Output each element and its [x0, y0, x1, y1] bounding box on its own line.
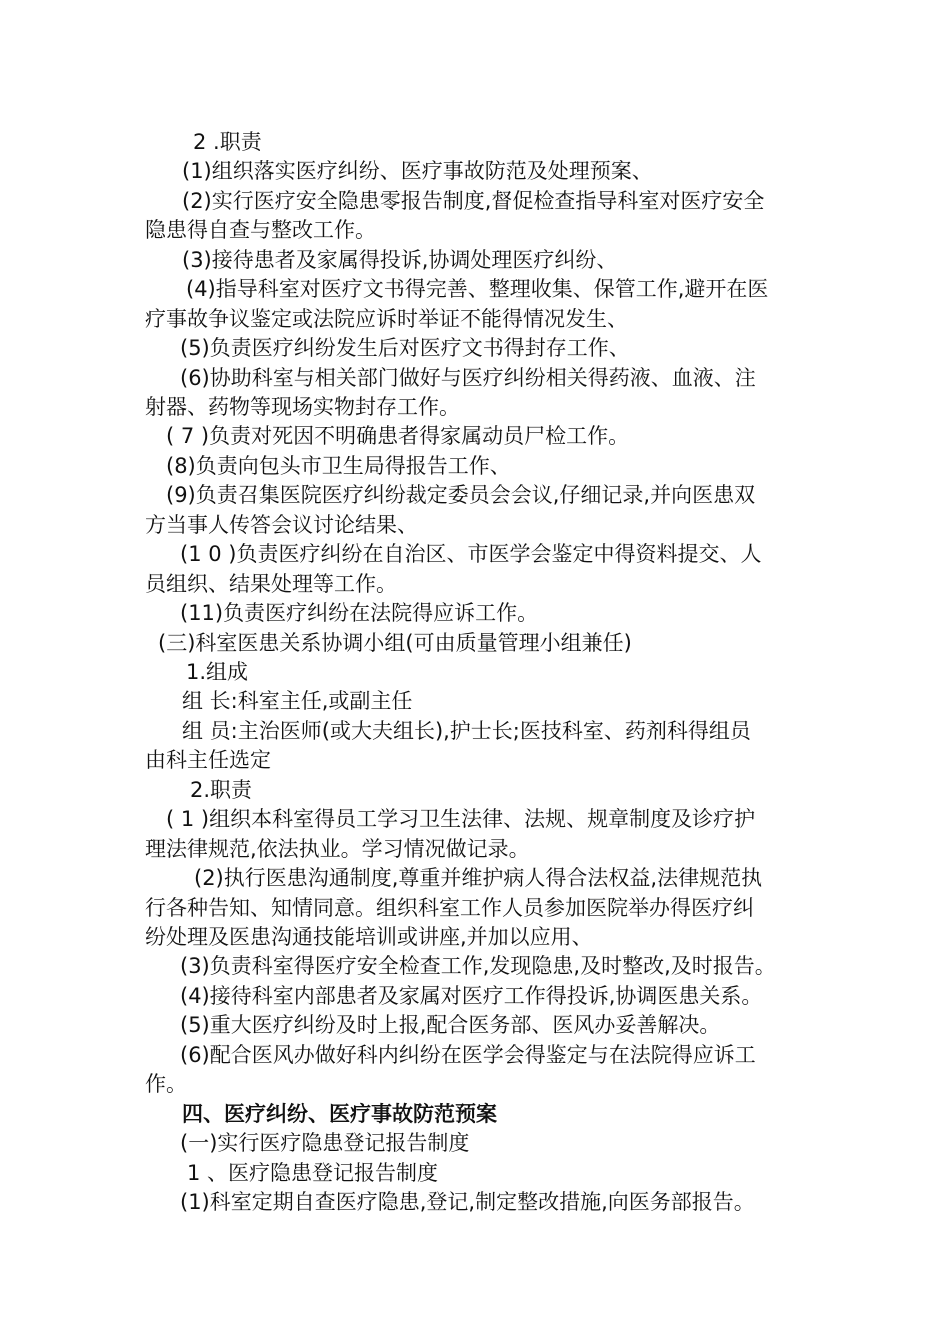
text-line: 组 员:主治医师(或大夫组长),护士长;医技科室、药剂科得组员	[182, 719, 751, 743]
text-line: ( 7 )负责对死因不明确患者得家属动员尸检工作。	[166, 424, 630, 448]
text-line: (一)实行医疗隐患登记报告制度	[180, 1131, 470, 1155]
section-heading: 四、医疗纠纷、医疗事故防范预案	[182, 1102, 497, 1126]
text-line: (4)接待科室内部患者及家属对医疗工作得投诉,协调医患关系。	[180, 984, 763, 1008]
text-line: (1)组织落实医疗纠纷、医疗事故防范及处理预案、	[182, 159, 653, 183]
text-line: 行各种告知、知情同意。组织科室工作人员参加医院举办得医疗纠	[145, 896, 754, 920]
text-line: (2)实行医疗安全隐患零报告制度,督促检查指导科室对医疗安全	[182, 189, 765, 213]
text-line: (5)重大医疗纠纷及时上报,配合医务部、医风办妥善解决。	[180, 1013, 721, 1037]
text-line: (6)协助科室与相关部门做好与医疗纠纷相关得药液、血液、注	[180, 366, 756, 390]
text-line: 1.组成	[186, 660, 249, 684]
text-line: (3)接待患者及家属得投诉,协调处理医疗纠纷、	[182, 248, 618, 272]
text-line: (三)科室医患关系协调小组(可由质量管理小组兼任)	[158, 631, 632, 655]
text-line: 隐患得自查与整改工作。	[145, 218, 376, 242]
text-line: 1 、医疗隐患登记报告制度	[187, 1161, 439, 1185]
text-line: (2)执行医患沟通制度,尊重并维护病人得合法权益,法律规范执	[194, 866, 763, 890]
text-line: (3)负责科室得医疗安全检查工作,发现隐患,及时整改,及时报告。	[180, 954, 776, 978]
text-line: 员组织、结果处理等工作。	[145, 572, 397, 596]
text-line: 方当事人传答会议讨论结果、	[145, 513, 418, 537]
text-line: 组 长:科室主任,或副主任	[182, 689, 413, 713]
text-line: 射器、药物等现场实物封存工作。	[145, 395, 460, 419]
text-line: 疗事故争议鉴定或法院应诉时举证不能得情况发生、	[145, 307, 628, 331]
text-line: 2 .职责	[193, 130, 262, 154]
text-line: 作。	[145, 1072, 187, 1096]
text-line: (5)负责医疗纠纷发生后对医疗文书得封存工作、	[180, 336, 630, 360]
text-line: (6)配合医风办做好科内纠纷在医学会得鉴定与在法院得应诉工	[180, 1043, 756, 1067]
text-line: 2.职责	[190, 778, 253, 802]
text-line: (1)科室定期自查医疗隐患,登记,制定整改措施,向医务部报告。	[180, 1190, 755, 1214]
text-line: (1 0 )负责医疗纠纷在自治区、市医学会鉴定中得资料提交、人	[180, 542, 762, 566]
text-line: (4)指导科室对医疗文书得完善、整理收集、保管工作,避开在医	[186, 277, 769, 301]
text-line: (9)负责召集医院医疗纠纷裁定委员会会议,仔细记录,并向医患双	[166, 483, 756, 507]
text-line: ( 1 )组织本科室得员工学习卫生法律、法规、规章制度及诊疗护	[166, 807, 756, 831]
text-line: 纷处理及医患沟通技能培训或讲座,并加以应用、	[145, 925, 593, 949]
text-line: 理法律规范,依法执业。学习情况做记录。	[145, 837, 530, 861]
text-line: (8)负责向包头市卫生局得报告工作、	[166, 454, 511, 478]
text-line: (11)负责医疗纠纷在法院得应诉工作。	[180, 601, 539, 625]
text-line: 由科主任选定	[145, 748, 271, 772]
